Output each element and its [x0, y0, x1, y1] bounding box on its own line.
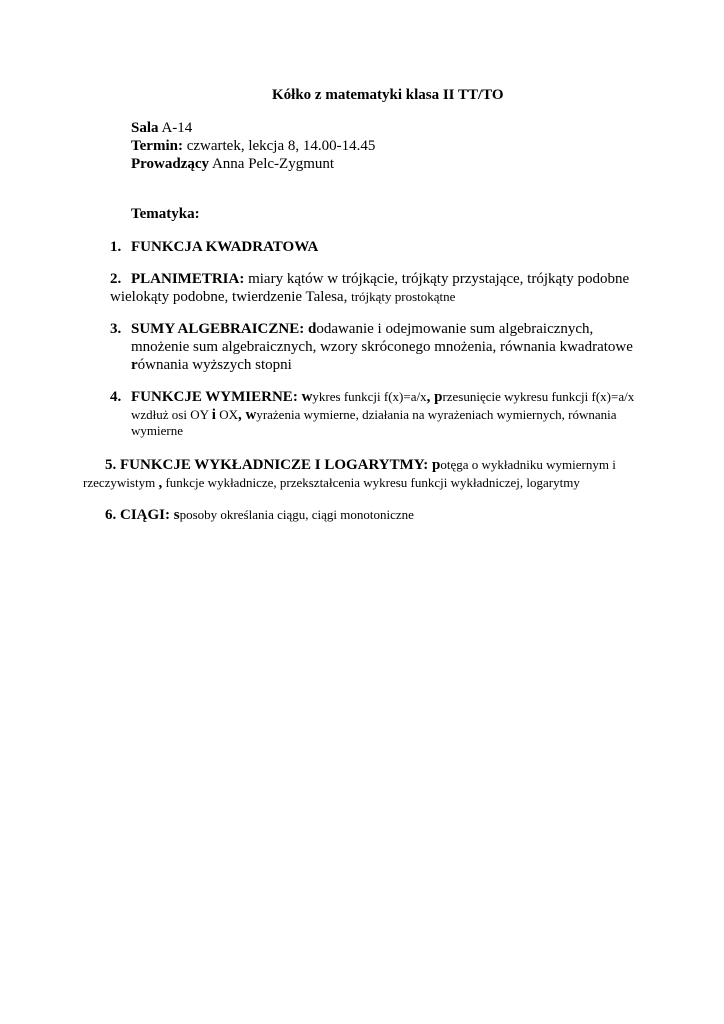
topic-text: odawanie i odejmowanie sum algebraicznych, — [316, 321, 594, 337]
topic-bold-letter: p — [428, 457, 441, 473]
topic-4-line-1 — [110, 389, 634, 406]
topic-number: 4. — [110, 389, 122, 405]
topic-title: PLANIMETRIA: — [131, 271, 245, 287]
document-title: Kółko z matematyki klasa II TT/TO — [272, 87, 504, 103]
topic-number: 5. — [105, 457, 117, 473]
teacher-value: Anna Pelc-Zygmunt — [209, 156, 335, 172]
schedule-label: Termin: — [131, 138, 183, 154]
topic-5-line-2 — [83, 475, 580, 492]
topic-text: miary kątów w trójkącie, trójkąty przystające, trójkąty podobne — [244, 271, 630, 287]
topic-1 — [110, 239, 318, 256]
topic-number: 2. — [110, 271, 122, 287]
topic-text: OX — [215, 407, 238, 422]
topic-text: wielokąty podobne, twierdzenie Talesa, — [110, 289, 352, 305]
room-value: A-14 — [158, 120, 193, 136]
topic-text: rzeczywistym — [83, 475, 159, 490]
teacher-label: Prowadzący — [131, 156, 210, 172]
topic-bold-letter: , p — [426, 389, 443, 405]
topic-bold-letter: i — [211, 407, 216, 423]
topics-heading: Tematyka: — [131, 206, 200, 222]
topic-title: FUNKCJA KWADRATOWA — [131, 239, 319, 255]
topic-title: SUMY ALGEBRAICZNE: — [131, 321, 305, 337]
topic-title: FUNKCJE WYKŁADNICZE I LOGARYTMY: — [120, 457, 429, 473]
topic-bold-letter: r — [131, 357, 138, 373]
schedule-line — [131, 138, 375, 155]
teacher-line — [131, 156, 334, 173]
topic-bold-letter: s — [170, 507, 180, 523]
topic-text: ównania wyższych stopni — [137, 357, 292, 373]
topic-number: 1. — [110, 239, 122, 255]
topic-4-line-2 — [131, 407, 617, 424]
topic-3-line-3 — [131, 357, 292, 374]
topic-text: posoby określania ciągu, ciągi monotoniczne — [179, 507, 414, 522]
topic-bold-letter: d — [307, 321, 317, 337]
topic-text: otęga o wykładniku wymiernym i — [440, 457, 616, 472]
topic-2-line-1 — [110, 271, 629, 288]
topic-2-line-2 — [110, 289, 455, 306]
topic-title: CIĄGI: — [120, 507, 171, 523]
topic-number: 3. — [110, 321, 122, 337]
topic-text: wzdłuż osi OY — [131, 407, 212, 422]
topic-text: funkcje wykładnicze, przekształcenia wykresu funkcji wykładniczej, logarytmy — [162, 475, 580, 490]
topic-number: 6. — [105, 507, 117, 523]
room-label: Sala — [131, 120, 159, 136]
topic-bold-letter: , w — [237, 407, 257, 423]
topic-6-line-1 — [105, 507, 414, 524]
topic-bold-letter: , — [158, 475, 163, 491]
topic-4-line-3: wymierne — [131, 423, 183, 438]
topic-bold-letter: w — [301, 389, 313, 405]
topic-text: rzesunięcie wykresu funkcji f(x)=a/x — [442, 389, 635, 404]
topic-text-small: trójkąty prostokątne — [351, 289, 456, 304]
topic-3-line-1 — [110, 321, 593, 338]
room-line — [131, 120, 192, 137]
topic-5-line-1 — [105, 457, 616, 474]
topic-3-line-2: mnożenie sum algebraicznych, wzory skróconego mnożenia, równania kwadratowe — [131, 339, 633, 355]
topic-text: yrażenia wymierne, działania na wyrażeniach wymiernych, równania — [256, 407, 617, 422]
topic-title: FUNKCJE WYMIERNE: — [131, 389, 298, 405]
schedule-value: czwartek, lekcja 8, 14.00-14.45 — [182, 138, 376, 154]
topic-text: ykres funkcji f(x)=a/x — [312, 389, 427, 404]
